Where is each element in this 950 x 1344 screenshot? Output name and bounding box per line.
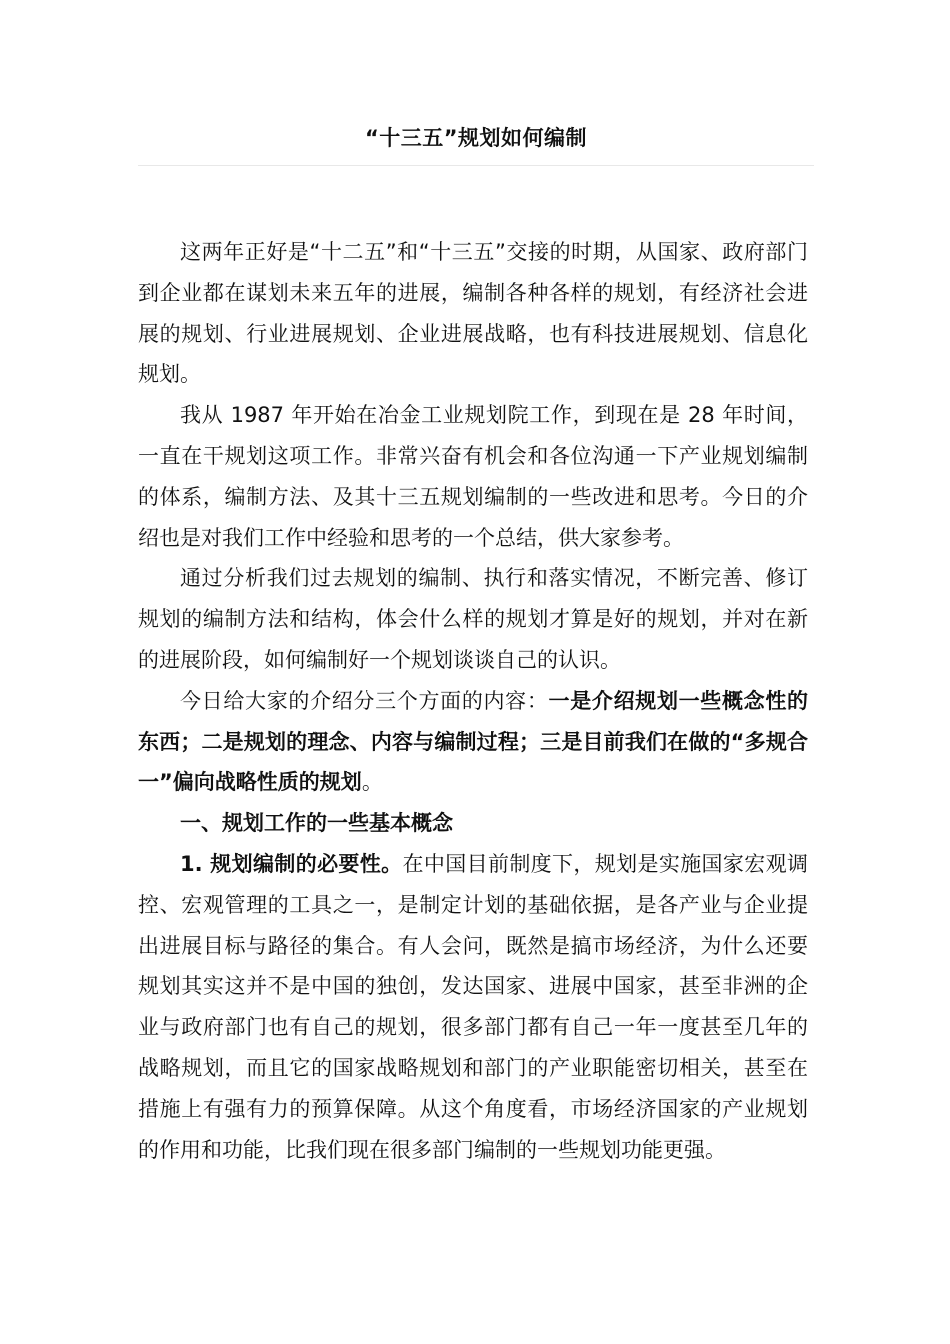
section-heading-text: 一、规划工作的一些基本概念 [180,811,453,836]
paragraph-intro: 这两年正好是“十二五”和“十三五”交接的时期，从国家、政府部门到企业都在谋划未来五年的进展，编制各种各样的规划，有经济社会进展的规划、行业进展规划、企业进展战略，也有科技进展规划、信息化规划。 [138,240,808,387]
document-title: “十三五”规划如何编制 [364,126,588,150]
outline-end: 。 [361,770,383,795]
outline-lead: 今日给大家的介绍分三个方面的内容： [180,688,549,713]
necessity-heading: 1. 规划编制的必要性。 [180,851,403,876]
document-body [138,232,808,1170]
section-heading [138,803,808,844]
paragraph-experience: 我从 1987 年开始在冶金工业规划院工作，到现在是 28 年时间，一直在干规划这项工作。非常兴奋有机会和各位沟通一下产业规划编制的体系，编制方法、及其十三五规划编制的一些改进和思考。今日的介绍也是对我们工作中经验和思考的一个总结，供大家参考。 [138,403,808,550]
outline-points: 一是介绍规划一些概念性的东西；二是规划的理念、内容与编制过程；三是目前我们在做的“多规合一”偏向战略性质的规划 [138,688,809,795]
title-divider [138,165,814,166]
paragraph-necessity [138,844,808,1170]
necessity-text: 在中国目前制度下，规划是实施国家宏观调控、宏观管理的工具之一，是制定计划的基础依据，是各产业与企业提出进展目标与路径的集合。有人会问，既然是搞市场经济，为什么还要规划其实这并不是中国的独创，发达国家、进展中国家，甚至非洲的企业与政府部门也有自己的规划，很多部门都有自己一年一度甚至几年的战略规划，而且它的国家战略规划和部门的产业职能密切相关，甚至在措施上有强有力的预算保障。从这个角度看，市场经济国家的产业规划的作用和功能，比我们现在很多部门编制的一些规划功能更强。 [138,851,809,1162]
paragraph-outline [138,681,808,803]
paragraph-analysis: 通过分析我们过去规划的编制、执行和落实情况，不断完善、修订规划的编制方法和结构，体会什么样的规划才算是好的规划，并对在新的进展阶段，如何编制好一个规划谈谈自己的认识。 [138,566,808,672]
